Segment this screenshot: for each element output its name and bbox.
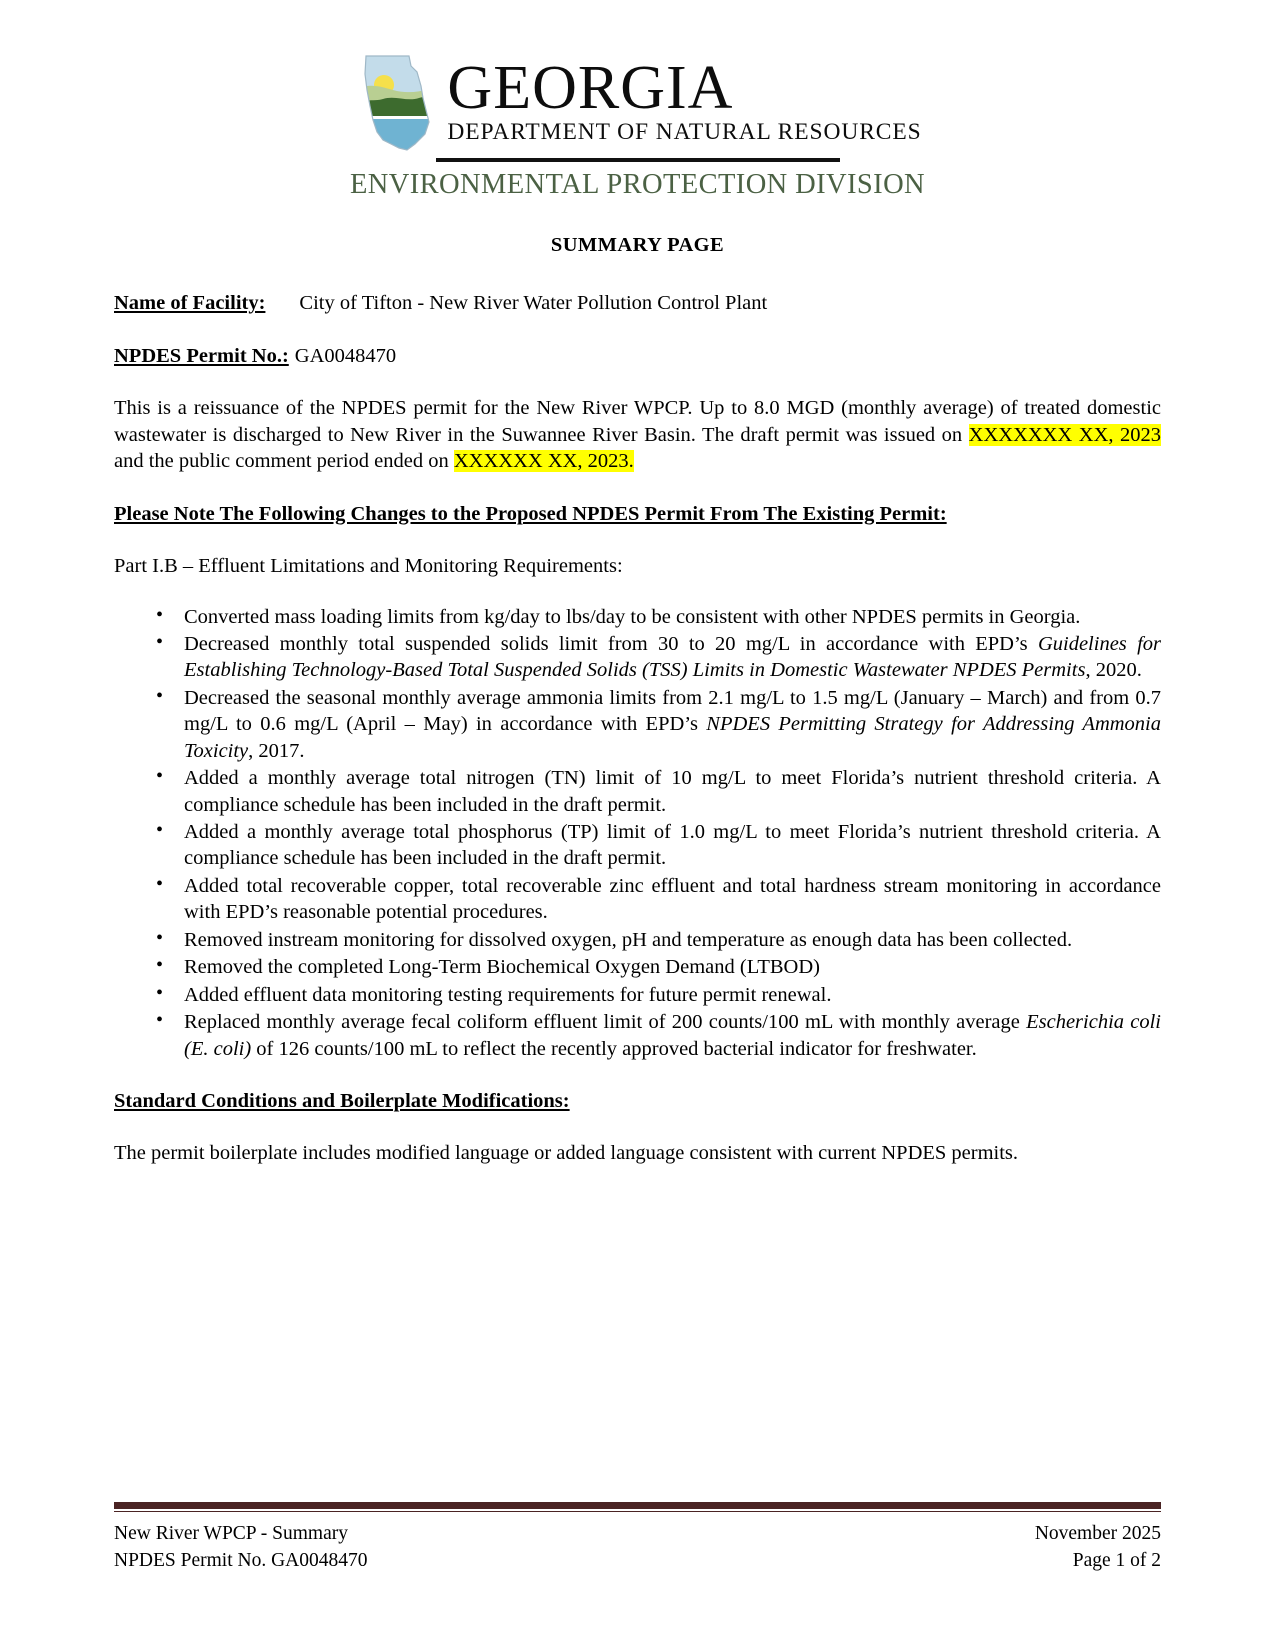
permit-value: GA0048470 bbox=[294, 344, 397, 367]
bullet-text: , 2020. bbox=[1085, 659, 1142, 682]
logo-row bbox=[353, 52, 921, 152]
footer-rule-thin bbox=[114, 1511, 1161, 1513]
page-footer bbox=[114, 1502, 1161, 1574]
intro-part2: and the public comment period ended on bbox=[114, 450, 454, 473]
bullet-text: Added total recoverable copper, total recoverable zinc effluent and total hardness stream monitoring in accordance with EPD’s reasonable potential procedures. bbox=[184, 874, 1161, 924]
list-item bbox=[114, 954, 1161, 980]
list-item bbox=[114, 604, 1161, 630]
footer-page-number: Page 1 of 2 bbox=[1072, 1549, 1161, 1571]
page-title: SUMMARY PAGE bbox=[550, 234, 725, 256]
footer-left bbox=[114, 1521, 368, 1574]
permit-row bbox=[114, 343, 1161, 369]
facility-label: Name of Facility: bbox=[114, 292, 266, 315]
part-ib-line: Part I.B – Effluent Limitations and Monitoring Requirements: bbox=[114, 555, 623, 578]
bullet-text: Decreased monthly total suspended solids limit from 30 to 20 mg/L in accordance with EPD’s bbox=[184, 632, 1038, 655]
brand-georgia: GEORGIA bbox=[447, 53, 734, 122]
list-item bbox=[114, 631, 1161, 684]
bullet-text-italic: Guidelines for Establishing Technology-Based Total Suspended Solids (TSS) Limits in Domestic Wastewater NPDES Permits bbox=[184, 632, 1161, 682]
facility-row bbox=[114, 290, 1161, 316]
footer-date: November 2025 bbox=[1034, 1523, 1161, 1545]
intro-highlight-comment-date: XXXXXX XX, 2023. bbox=[453, 450, 634, 473]
brand-epd: ENVIRONMENTAL PROTECTION DIVISION bbox=[349, 169, 926, 200]
list-item bbox=[114, 927, 1161, 953]
logo-wordmark bbox=[447, 53, 922, 147]
bullet-text: Added a monthly average total phosphorus (TP) limit of 1.0 mg/L to meet Florida’s nutrient threshold criteria. A compliance schedule has been included in the draft permit. bbox=[184, 821, 1161, 870]
bullet-text: Replaced monthly average fecal coliform effluent limit of 200 counts/100 mL with monthly average bbox=[184, 1011, 1027, 1034]
list-item bbox=[114, 873, 1161, 926]
georgia-state-outline-icon bbox=[353, 52, 435, 152]
bullet-text-italic: Escherichia coli (E. coli) bbox=[184, 1011, 1161, 1060]
standard-conditions-heading: Standard Conditions and Boilerplate Modifications: bbox=[114, 1089, 570, 1112]
list-item bbox=[114, 982, 1161, 1008]
list-item bbox=[114, 1009, 1161, 1062]
intro-highlight-issue-date: XXXXXXX XX, 2023 bbox=[968, 423, 1161, 446]
list-item bbox=[114, 685, 1161, 764]
bullet-text: Removed instream monitoring for dissolved oxygen, pH and temperature as enough data has been collected. bbox=[184, 928, 1073, 951]
intro-part1: This is a reissuance of the NPDES permit for the New River WPCP. Up to 8.0 MGD (monthly average) of treated domestic wastewater is discharged to New River in the Suwannee River Basin. The draft permit was issued on bbox=[114, 397, 1161, 446]
bullet-text: Removed the completed Long-Term Biochemical Oxygen Demand (LTBOD) bbox=[184, 956, 820, 979]
logo-divider-rule bbox=[436, 158, 840, 162]
list-item bbox=[114, 819, 1161, 872]
changes-bullet-list bbox=[114, 604, 1161, 1062]
brand-department: DEPARTMENT OF NATURAL RESOURCES bbox=[447, 119, 922, 146]
footer-right bbox=[1035, 1521, 1161, 1574]
document-body bbox=[114, 232, 1161, 1193]
footer-text-row bbox=[114, 1521, 1161, 1574]
bullet-text: Added effluent data monitoring testing requirements for future permit renewal. bbox=[184, 983, 832, 1006]
agency-logo-header bbox=[0, 52, 1275, 201]
list-item bbox=[114, 765, 1161, 818]
bullet-text: Added a monthly average total nitrogen (TN) limit of 10 mg/L to meet Florida’s nutrient threshold criteria. A compliance schedule has been included in the draft permit. bbox=[184, 767, 1161, 816]
facility-value: City of Tifton - New River Water Pollution Control Plant bbox=[299, 292, 768, 315]
bullet-text: Converted mass loading limits from kg/day to lbs/day to be consistent with other NPDES permits in Georgia. bbox=[184, 605, 1081, 628]
permit-label: NPDES Permit No.: bbox=[114, 344, 289, 367]
bullet-text: Decreased the seasonal monthly average ammonia limits from 2.1 mg/L to 1.5 mg/L (January – March) and from 0.7 mg/L to 0.6 mg/L (April – May) in accordance with EPD’s bbox=[184, 686, 1161, 736]
bullet-text: of 126 counts/100 mL to reflect the recently approved bacterial indicator for freshwater. bbox=[251, 1037, 977, 1060]
footer-rule-thick bbox=[114, 1502, 1161, 1509]
footer-doc-name: New River WPCP - Summary bbox=[114, 1523, 348, 1545]
intro-paragraph bbox=[114, 395, 1161, 474]
changes-heading: Please Note The Following Changes to the Proposed NPDES Permit From The Existing Permit: bbox=[114, 502, 947, 525]
bullet-text-italic: NPDES Permitting Strategy for Addressing Ammonia Toxicity bbox=[184, 713, 1161, 762]
footer-permit-no: NPDES Permit No. GA0048470 bbox=[114, 1549, 368, 1571]
standard-conditions-paragraph: The permit boilerplate includes modified language or added language consistent with current NPDES permits. bbox=[114, 1142, 1019, 1165]
bullet-text: , 2017. bbox=[248, 739, 305, 762]
